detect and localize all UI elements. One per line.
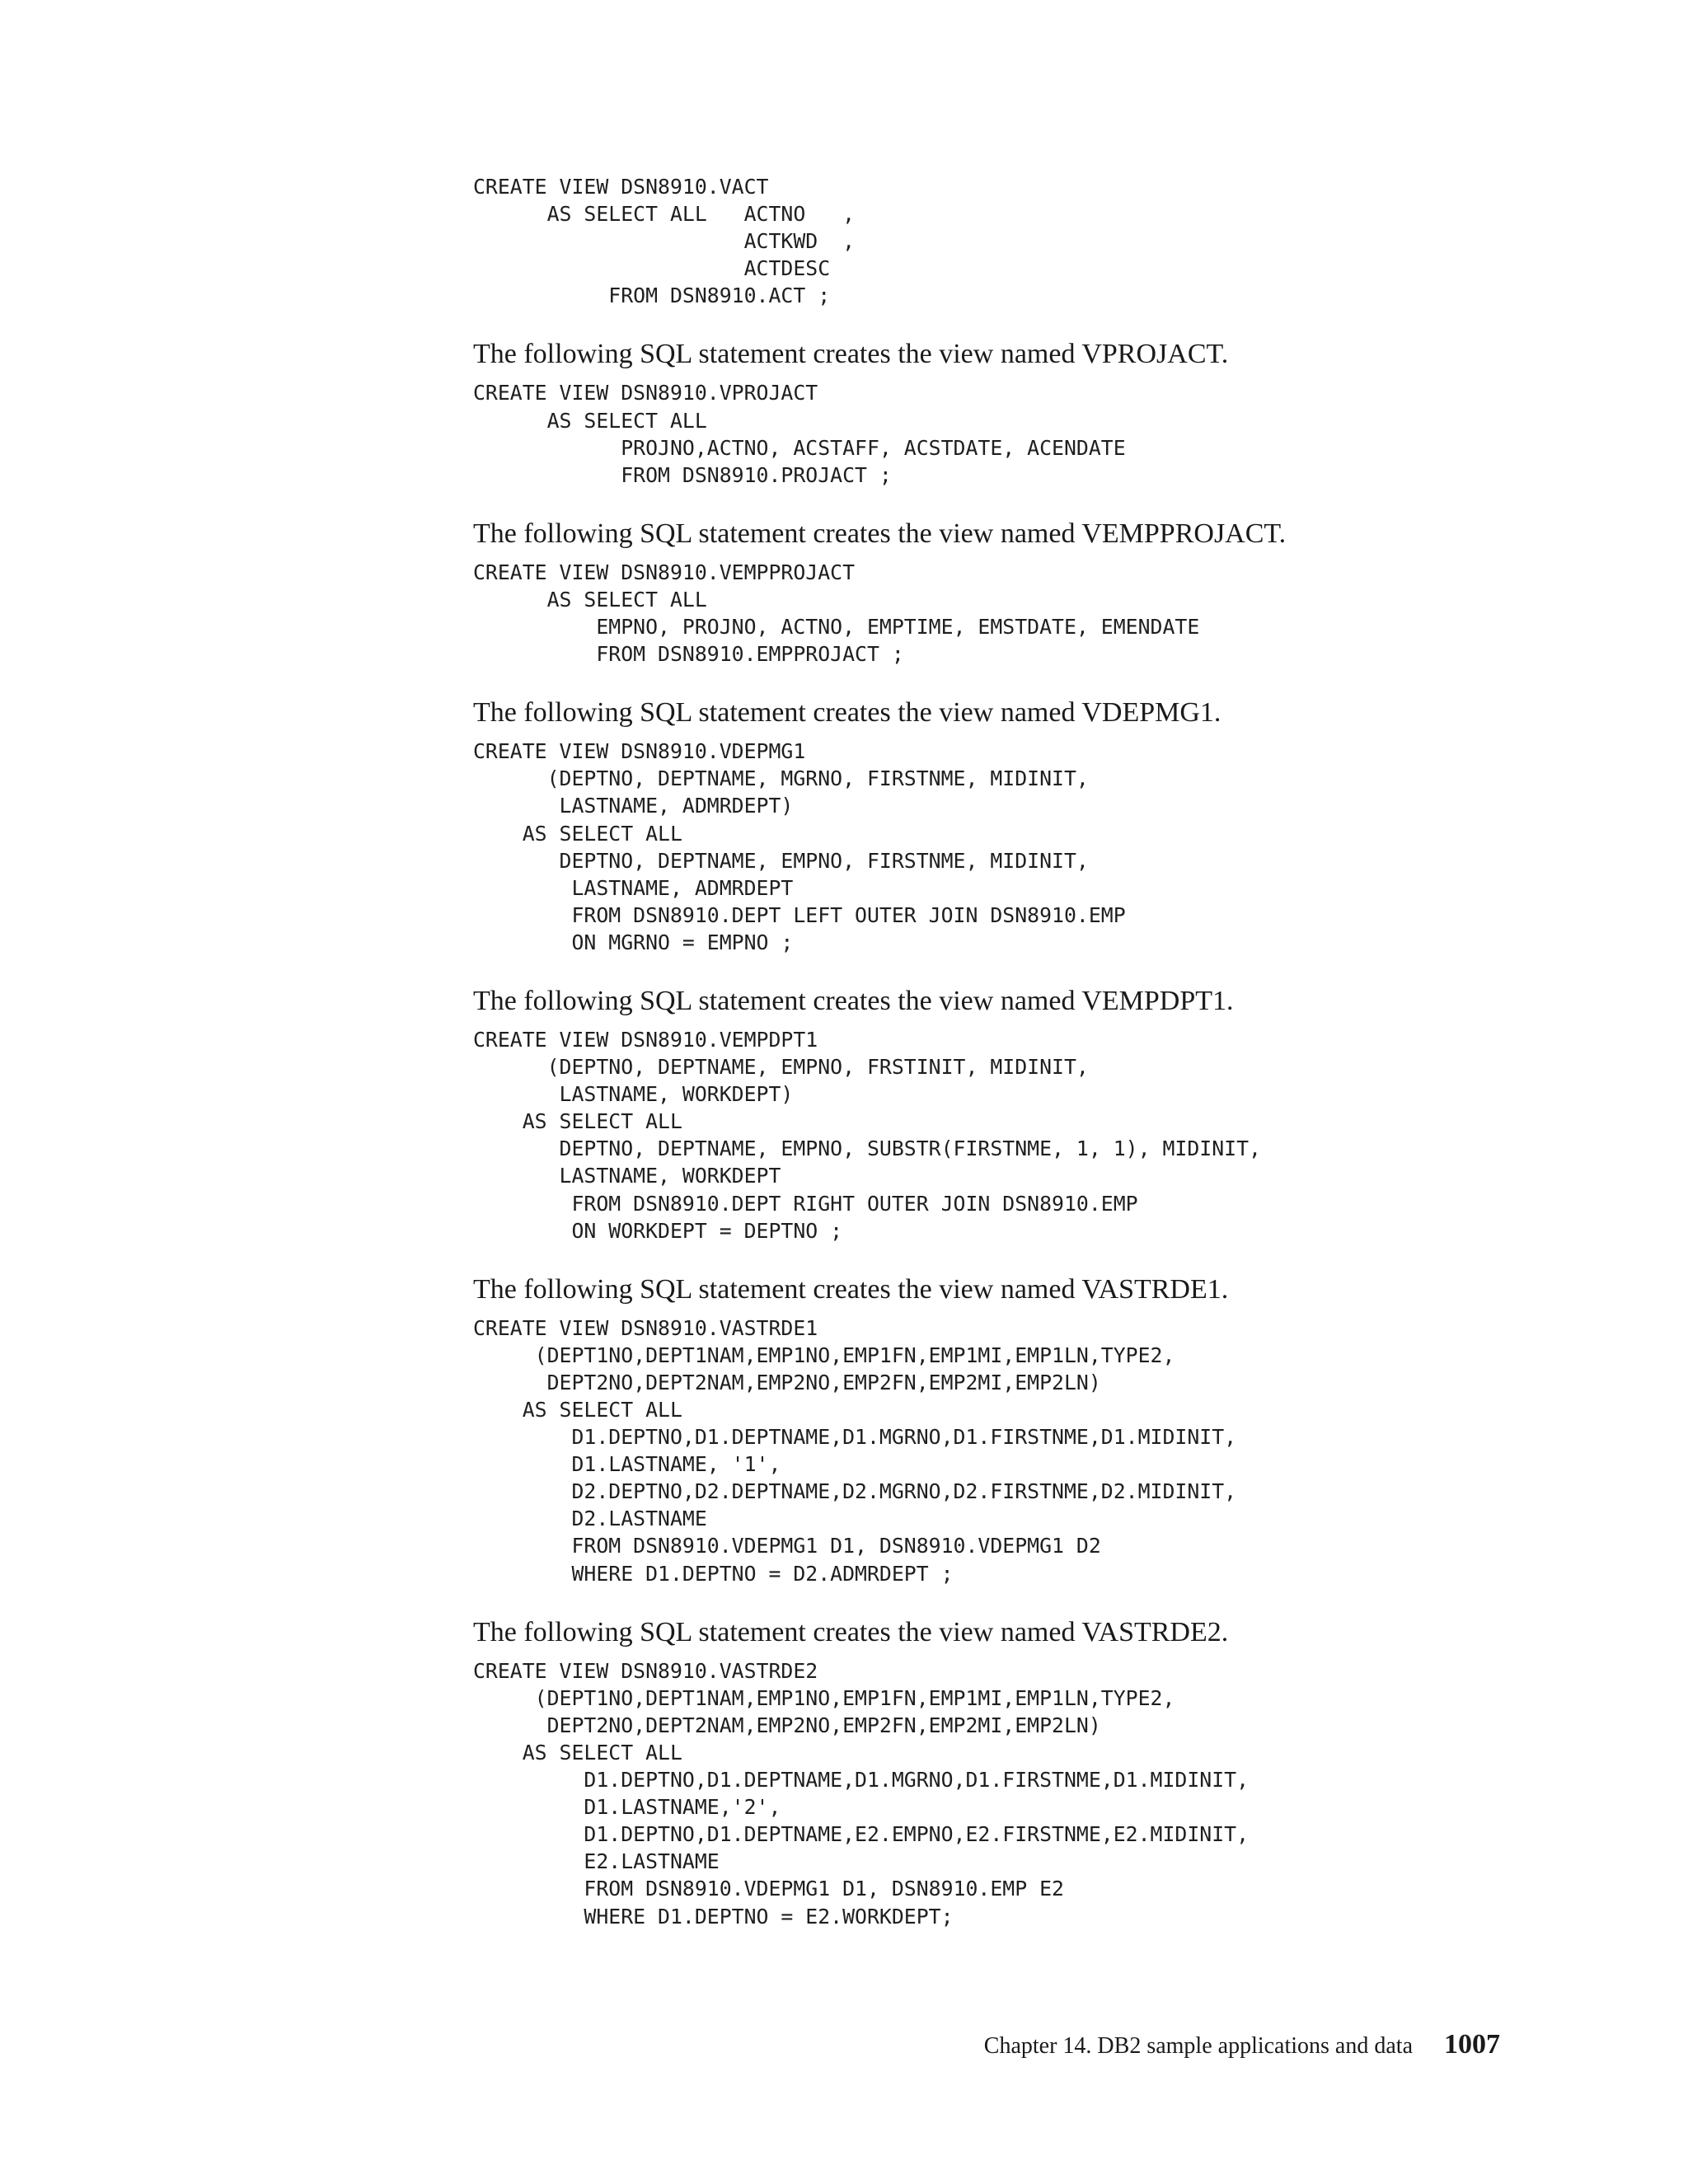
sql-code-block-vastrde2: CREATE VIEW DSN8910.VASTRDE2 (DEPT1NO,DEPT1NAM,EMP1NO,EMP1FN,EMP1MI,EMP1LN,TYPE2, DEPT2NO,DEPT2NAM,EMP2NO,EMP2FN,EMP2MI,EMP2LN) AS SELECT ALL D1.DEPTNO,D1.DEPTNAME,D1.MGRNO,D1.FIRSTNME,D1.MIDINIT, D1.LASTNAME,'2', D1.DEPTNO,D1.DEPTNAME,E2.EMPNO,E2.FIRSTNME,E2.MIDINIT, E2.LASTNAME FROM DSN8910.VDEPMG1 D1, DSN8910.EMP E2 WHERE D1.DEPTNO = E2.WORKDEPT; [473, 1658, 1250, 1929]
paragraph-vastrde2-intro: The following SQL statement creates the view named VASTRDE2. [473, 1616, 1229, 1647]
sql-code-block-vdepmg1: CREATE VIEW DSN8910.VDEPMG1 (DEPTNO, DEPTNAME, MGRNO, FIRSTNME, MIDINIT, LASTNAME, ADMRDEPT) AS SELECT ALL DEPTNO, DEPTNAME, EMPNO, FIRSTNME, MIDINIT, LASTNAME, ADMRDEPT FROM DSN8910.DEPT LEFT OUTER JOIN DSN8910.EMP ON MGRNO = EMPNO ; [473, 739, 1126, 954]
page-content [473, 173, 1545, 1930]
sql-code-block-vastrde1: CREATE VIEW DSN8910.VASTRDE1 (DEPT1NO,DEPT1NAM,EMP1NO,EMP1FN,EMP1MI,EMP1LN,TYPE2, DEPT2NO,DEPT2NAM,EMP2NO,EMP2FN,EMP2MI,EMP2LN) AS SELECT ALL D1.DEPTNO,D1.DEPTNAME,D1.MGRNO,D1.FIRSTNME,D1.MIDINIT, D1.LASTNAME, '1', D2.DEPTNO,D2.DEPTNAME,D2.MGRNO,D2.FIRSTNME,D2.MIDINIT, D2.LASTNAME FROM DSN8910.VDEPMG1 D1, DSN8910.VDEPMG1 D2 WHERE D1.DEPTNO = D2.ADMRDEPT ; [473, 1315, 1237, 1586]
sql-code-block-vact: CREATE VIEW DSN8910.VACT AS SELECT ALL ACTNO , ACTKWD , ACTDESC FROM DSN8910.ACT ; [473, 175, 856, 308]
page-footer [984, 2029, 1500, 2060]
sql-code-block-vempdpt1: CREATE VIEW DSN8910.VEMPDPT1 (DEPTNO, DEPTNAME, EMPNO, FRSTINIT, MIDINIT, LASTNAME, WORKDEPT) AS SELECT ALL DEPTNO, DEPTNAME, EMPNO, SUBSTR(FIRSTNME, 1, 1), MIDINIT, LASTNAME, WORKDEPT FROM DSN8910.DEPT RIGHT OUTER JOIN DSN8910.EMP ON WORKDEPT = DEPTNO ; [473, 1027, 1261, 1243]
paragraph-vastrde1-intro: The following SQL statement creates the view named VASTRDE1. [473, 1273, 1229, 1305]
footer-chapter-title: Chapter 14. DB2 sample applications and data [983, 2033, 1413, 2059]
paragraph-vprojact-intro: The following SQL statement creates the view named VPROJACT. [473, 339, 1229, 370]
paragraph-vempdpt1-intro: The following SQL statement creates the view named VEMPDPT1. [473, 985, 1234, 1016]
sql-code-block-vempprojact: CREATE VIEW DSN8910.VEMPPROJACT AS SELECT ALL EMPNO, PROJNO, ACTNO, EMPTIME, EMSTDATE, EMENDATE FROM DSN8910.EMPPROJACT ; [473, 560, 1200, 667]
sql-code-block-vprojact: CREATE VIEW DSN8910.VPROJACT AS SELECT ALL PROJNO,ACTNO, ACSTAFF, ACSTDATE, ACENDATE FROM DSN8910.PROJACT ; [473, 381, 1126, 487]
paragraph-vdepmg1-intro: The following SQL statement creates the view named VDEPMG1. [473, 697, 1221, 729]
paragraph-vempprojact-intro: The following SQL statement creates the view named VEMPPROJACT. [473, 518, 1287, 549]
footer-page-number: 1007 [1444, 2029, 1500, 2060]
